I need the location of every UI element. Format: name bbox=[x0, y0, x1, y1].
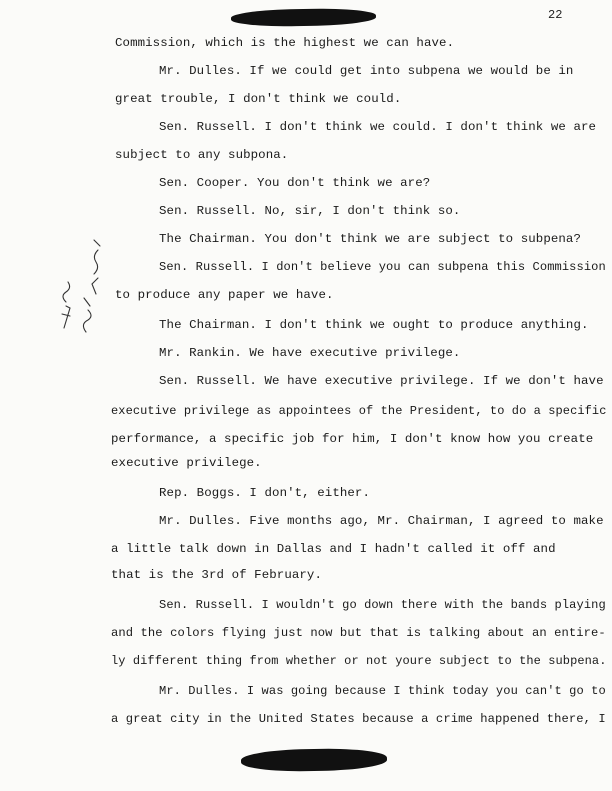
transcript-line: The Chairman. I don't think we ought to produce anything. bbox=[159, 318, 589, 332]
handwriting-scribble-icon bbox=[56, 236, 116, 336]
transcript-line: Sen. Russell. I don't believe you can subpena this Commission bbox=[159, 260, 606, 274]
transcript-line: The Chairman. You don't think we are subject to subpena? bbox=[159, 232, 581, 246]
handwritten-margin-note bbox=[56, 236, 116, 336]
transcript-line: Commission, which is the highest we can have. bbox=[115, 36, 455, 50]
transcript-line: Mr. Dulles. If we could get into subpena we would be in bbox=[159, 64, 574, 78]
transcript-line: Sen. Russell. I wouldn't go down there with the bands playing bbox=[159, 598, 606, 612]
redaction-bar-bottom bbox=[241, 748, 387, 773]
transcript-line: executive privilege as appointees of the President, to do a specific bbox=[111, 404, 607, 418]
transcript-line: and the colors flying just now but that is talking about an entire- bbox=[111, 626, 606, 640]
redaction-bar-top bbox=[231, 8, 376, 28]
transcript-line: ly different thing from whether or not youre subject to the subpena. bbox=[111, 654, 607, 668]
transcript-line: subject to any subpona. bbox=[115, 148, 289, 162]
transcript-line: Mr. Dulles. Five months ago, Mr. Chairman, I agreed to make bbox=[159, 514, 604, 528]
transcript-line: a little talk down in Dallas and I hadn't called it off and bbox=[111, 542, 556, 556]
transcript-line: a great city in the United States because a crime happened there, I bbox=[111, 712, 606, 726]
transcript-line: Mr. Rankin. We have executive privilege. bbox=[159, 346, 461, 360]
transcript-line: executive privilege. bbox=[111, 456, 262, 470]
transcript-line: great trouble, I don't think we could. bbox=[115, 92, 402, 106]
transcript-line: Sen. Russell. We have executive privilege. If we don't have bbox=[159, 374, 604, 388]
transcript-line: Rep. Boggs. I don't, either. bbox=[159, 486, 370, 500]
transcript-line: Mr. Dulles. I was going because I think today you can't go to bbox=[159, 684, 606, 698]
transcript-line: Sen. Russell. No, sir, I don't think so. bbox=[159, 204, 461, 218]
page-number: 22 bbox=[548, 8, 563, 22]
transcript-line: Sen. Russell. I don't think we could. I don't think we are bbox=[159, 120, 597, 134]
transcript-line: Sen. Cooper. You don't think we are? bbox=[159, 176, 431, 190]
transcript-line: performance, a specific job for him, I don't know how you create bbox=[111, 432, 594, 446]
transcript-line: that is the 3rd of February. bbox=[111, 568, 322, 582]
transcript-line: to produce any paper we have. bbox=[115, 288, 334, 302]
